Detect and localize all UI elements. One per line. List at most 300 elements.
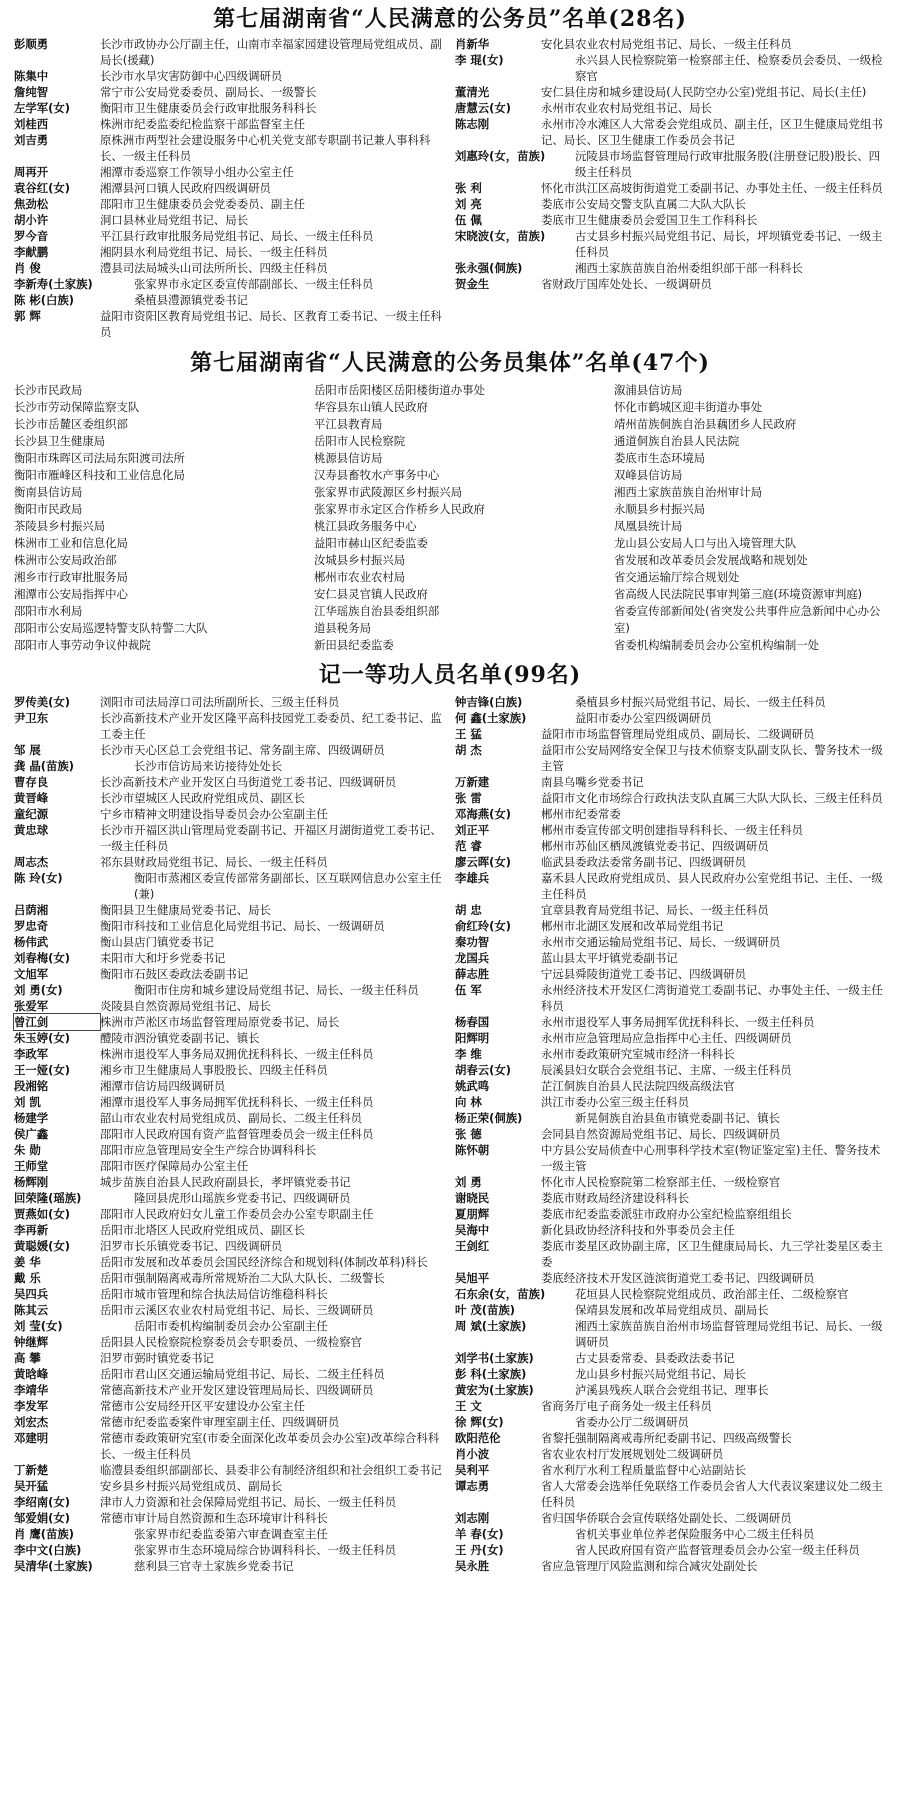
list-item <box>14 1238 445 1254</box>
person-name: 左学军(女) <box>14 101 70 115</box>
list-item <box>455 260 886 276</box>
person-name: 廖云晖(女) <box>455 855 511 869</box>
list-item <box>14 1110 445 1126</box>
person-name: 万新建 <box>455 775 490 789</box>
person-title: 会同县自然资源局党组书记、局长、四级调研员 <box>541 1127 781 1141</box>
person-name: 朱玉婷(女) <box>14 1031 70 1045</box>
list-item <box>14 100 445 116</box>
person-title: 省商务厅电子商务处一级主任科员 <box>541 1399 712 1413</box>
person-title: 耒阳市大和圩乡党委书记 <box>100 951 226 965</box>
list-item <box>14 1526 445 1542</box>
person-name: 陈集中 <box>14 69 49 83</box>
list-item <box>455 1238 886 1270</box>
person-title: 醴陵市泗汾镇党委副书记、镇长 <box>100 1031 260 1045</box>
unit-item: 长沙市民政局 <box>14 383 83 397</box>
person-title: 宁远县舜陵街道党工委书记、四级调研员 <box>541 967 747 981</box>
list-item <box>14 1126 445 1142</box>
person-title: 湘潭市退役军人事务局拥军优抚科科长、一级主任科员 <box>100 1095 374 1109</box>
person-title: 省人民政府国有资产监督管理委员会办公室一级主任科员 <box>575 1543 860 1557</box>
list-item <box>455 982 886 1014</box>
list-item <box>14 950 445 966</box>
list-item <box>14 244 445 260</box>
list-item <box>455 36 886 52</box>
person-title: 永州市委政策研究室城市经济一科科长 <box>541 1047 735 1061</box>
unit-item: 江华瑶族自治县委组织部 <box>314 604 440 618</box>
person-title: 邵阳市卫生健康委员会党委委员、副主任 <box>100 197 306 211</box>
person-name: 文旭军 <box>14 967 49 981</box>
unit-item: 省高级人民法院民事审判第三庭(环境资源审判庭) <box>614 587 863 601</box>
person-name: 杨建学 <box>14 1111 49 1125</box>
person-name: 曹存良 <box>14 775 49 789</box>
person-name: 伍 军 <box>455 983 482 997</box>
person-name: 吴利平 <box>455 1463 490 1477</box>
list-item <box>455 1222 886 1238</box>
unit-item: 邵阳市公安局巡逻特警支队特警二大队 <box>14 621 208 635</box>
person-name: 张 利 <box>455 181 482 195</box>
person-name: 吴永胜 <box>455 1559 490 1573</box>
section1-title: 第七届湖南省“人民满意的公务员”名单(28名) <box>213 6 687 32</box>
person-title: 古丈县乡村振兴局党组书记、局长，坪坝镇党委书记、一级主任科员 <box>575 229 883 259</box>
person-title: 张家界市纪委监委第六审查调查室主任 <box>134 1527 328 1541</box>
person-title: 永州市应急管理局应急指挥中心主任、四级调研员 <box>541 1031 792 1045</box>
list-item <box>14 1462 445 1478</box>
person-title: 永州市交通运输局党组书记、局长、一级调研员 <box>541 935 781 949</box>
list-item <box>455 822 886 838</box>
list-item <box>14 1190 445 1206</box>
person-name: 肖 俊 <box>14 261 41 275</box>
list-item <box>14 1174 445 1190</box>
person-name: 王 猛 <box>455 727 482 741</box>
person-name: 张 雷 <box>455 791 482 805</box>
person-title: 花垣县人民检察院党组成员、政治部主任、二级检察官 <box>575 1287 849 1301</box>
person-name: 李绍南(女) <box>14 1495 70 1509</box>
list-item <box>455 116 886 148</box>
list-item <box>14 1430 445 1462</box>
person-title: 洞口县林业局党组书记、局长 <box>100 213 249 227</box>
list-item <box>455 1046 886 1062</box>
unit-item: 新田县纪委监委 <box>314 638 394 652</box>
person-title: 临武县委政法委常务副书记、四级调研员 <box>541 855 747 869</box>
list-item <box>455 148 886 180</box>
person-name: 张 德 <box>455 1127 482 1141</box>
section1-right-column <box>455 36 886 340</box>
list-item <box>14 68 445 84</box>
person-name: 贾燕如(女) <box>14 1207 70 1221</box>
unit-item: 株洲市公安局政治部 <box>14 553 117 567</box>
person-name: 王 文 <box>455 1399 482 1413</box>
person-name: 钟吉锋(白族) <box>455 695 523 709</box>
list-item <box>14 1414 445 1430</box>
person-title: 原株洲市两型社会建设服务中心机关党支部专职副书记兼人事科科长、一级主任科员 <box>100 133 431 163</box>
person-title: 汨罗市长乐镇党委书记、四级调研员 <box>100 1239 283 1253</box>
section1-list <box>14 36 886 340</box>
person-name: 陈 彬(白族) <box>14 293 74 307</box>
unit-item: 汝城县乡村振兴局 <box>314 553 406 567</box>
unit-item: 通道侗族自治县人民法院 <box>614 434 740 448</box>
person-title: 蓝山县太平圩镇党委副书记 <box>541 951 678 965</box>
person-title: 益阳市委办公室四级调研员 <box>575 711 712 725</box>
person-title: 永州经济技术开发区仁湾街道党工委副书记、办事处主任、一级主任科员 <box>541 983 883 1013</box>
person-title: 邵阳市人民政府妇女儿童工作委员会办公室专职副主任 <box>100 1207 374 1221</box>
unit-item: 湘潭市公安局指挥中心 <box>14 587 128 601</box>
person-name: 欧阳范伦 <box>455 1431 501 1445</box>
person-title: 岳阳市城市管理和综合执法局信访维稳科科长 <box>100 1287 328 1301</box>
person-title: 衡阳市卫生健康委员会行政审批服务科科长 <box>100 101 317 115</box>
person-title: 新晃侗族自治县鱼市镇党委副书记、镇长 <box>575 1111 781 1125</box>
person-title: 衡山县店门镇党委书记 <box>100 935 214 949</box>
person-title: 安乡县乡村振兴局党组成员、副局长 <box>100 1479 283 1493</box>
person-title: 益阳市市场监督管理局党组成员、副局长、二级调研员 <box>541 727 815 741</box>
list-item <box>455 710 886 726</box>
unit-item: 华容县东山镇人民政府 <box>314 400 428 414</box>
person-name: 陈 玲(女) <box>14 871 63 885</box>
person-name: 刘志刚 <box>455 1511 490 1525</box>
list-item <box>14 998 445 1014</box>
person-name: 李新寿(土家族) <box>14 277 93 291</box>
person-title: 邵阳市医疗保障局办公室主任 <box>100 1159 249 1173</box>
person-title: 龙山县乡村振兴局党组书记、局长 <box>575 1367 746 1381</box>
unit-item: 衡阳市民政局 <box>14 502 83 516</box>
unit-item: 桃江县政务服务中心 <box>314 519 417 533</box>
person-name: 彭 科(土家族) <box>455 1367 527 1381</box>
person-name: 李献鹏 <box>14 245 49 259</box>
list-item <box>14 276 445 292</box>
person-name: 刘 凯 <box>14 1095 41 1109</box>
person-title: 常德市审计局自然资源和生态环境审计科科长 <box>100 1511 328 1525</box>
list-item <box>455 1350 886 1366</box>
person-name: 胡 忠 <box>455 903 482 917</box>
unit-item: 安仁县灵官镇人民政府 <box>314 587 428 601</box>
person-title: 省机关事业单位养老保险服务中心二级主任科员 <box>575 1527 815 1541</box>
person-title: 湘阴县水利局党组书记、局长、一级主任科员 <box>100 245 328 259</box>
person-title: 张家界市生态环境局综合协调科科长、一级主任科员 <box>134 1543 396 1557</box>
unit-item: 省委机构编制委员会办公室机构编制一处 <box>614 638 820 652</box>
list-item <box>14 1286 445 1302</box>
person-name: 杨辉刚 <box>14 1175 49 1189</box>
person-title: 宜章县教育局党组书记、局长、一级主任科员 <box>541 903 769 917</box>
person-name: 周再开 <box>14 165 49 179</box>
list-item <box>455 1302 886 1318</box>
person-name: 黄晋峰 <box>14 791 49 805</box>
person-name: 袁谷红(女) <box>14 181 70 195</box>
person-title: 益阳市文化市场综合行政执法支队直属三大队大队长、三级主任科员 <box>541 791 883 805</box>
person-name: 李中文(白族) <box>14 1543 82 1557</box>
person-name: 戴 乐 <box>14 1271 41 1285</box>
person-title: 常德市公安局经开区平安建设办公室主任 <box>100 1399 306 1413</box>
person-title: 永州市农业农村局党组书记、局长 <box>541 101 712 115</box>
person-title: 慈利县三官寺土家族乡党委书记 <box>134 1559 294 1573</box>
person-title: 株洲市纪委监委纪检监察干部监督室主任 <box>100 117 306 131</box>
person-name: 詹纯智 <box>14 85 49 99</box>
person-title: 永州市冷水滩区人大常委会党组成员、副主任，区卫生健康局党组书记、局长、区卫生健康工作委员会书记 <box>541 117 883 147</box>
list-item <box>455 1446 886 1462</box>
list-item <box>14 116 445 132</box>
unit-item: 茶陵县乡村振兴局 <box>14 519 106 533</box>
list-item <box>14 982 445 998</box>
person-title: 娄底市娄星区政协副主席，区卫生健康局局长、九三学社娄星区委主委 <box>541 1239 883 1269</box>
person-name: 吕荫湘 <box>14 903 49 917</box>
person-title: 张家界市永定区委宣传部副部长、一级主任科员 <box>134 277 374 291</box>
list-item <box>14 1206 445 1222</box>
person-title: 长沙高新技术产业开发区隆平高科技园党工委委员、纪工委书记、监工委主任 <box>100 711 442 741</box>
unit-item: 长沙市岳麓区委组织部 <box>14 417 128 431</box>
person-name: 王剑红 <box>455 1239 490 1253</box>
person-name: 吴清华(土家族) <box>14 1559 93 1573</box>
list-item <box>455 1286 886 1302</box>
person-title: 郴州市纪委常委 <box>541 807 621 821</box>
person-title: 省水利厅水利工程质量监督中心站副站长 <box>541 1463 747 1477</box>
list-item <box>14 918 445 934</box>
person-name: 邹 展 <box>14 743 41 757</box>
list-item <box>455 1366 886 1382</box>
person-title: 娄底市公安局交警支队直属二大队大队长 <box>541 197 747 211</box>
section1-left-column <box>14 36 445 340</box>
unit-item: 衡阳市雁峰区科技和工业信息化局 <box>14 468 185 482</box>
person-name: 焦劲松 <box>14 197 49 211</box>
person-name: 俞红玲(女) <box>455 919 511 933</box>
person-name: 唐慧云(女) <box>455 101 511 115</box>
person-name: 吴海中 <box>455 1223 490 1237</box>
person-name: 胡 杰 <box>455 743 482 757</box>
person-name: 王 丹(女) <box>455 1543 504 1557</box>
person-title: 永兴县人民检察院第一检察部主任、检察委员会委员、一级检察官 <box>575 53 883 83</box>
unit-item: 永顺县乡村振兴局 <box>614 502 706 516</box>
person-name: 侯广鑫 <box>14 1127 49 1141</box>
list-item <box>455 1510 886 1526</box>
list-item <box>455 694 886 710</box>
person-name: 陈其云 <box>14 1303 49 1317</box>
person-name: 吴四兵 <box>14 1287 49 1301</box>
list-item <box>14 1350 445 1366</box>
list-item <box>455 100 886 116</box>
list-item <box>14 1494 445 1510</box>
person-name: 李政军 <box>14 1047 49 1061</box>
list-item <box>14 1382 445 1398</box>
person-title: 郴州市苏仙区栖凤渡镇党委书记、四级调研员 <box>541 839 769 853</box>
list-item <box>455 1414 886 1430</box>
list-item <box>14 758 445 774</box>
person-name: 吴旭平 <box>455 1271 490 1285</box>
list-item <box>14 292 445 308</box>
person-title: 桑植县澧源镇党委书记 <box>134 293 248 307</box>
person-title: 省委办公厅二级调研员 <box>575 1415 689 1429</box>
list-item <box>14 966 445 982</box>
list-item <box>14 1542 445 1558</box>
person-title: 岳阳市君山区交通运输局党组书记、局长、二级主任科员 <box>100 1367 385 1381</box>
person-title: 株洲市退役军人事务局双拥优抚科科长、一级主任科员 <box>100 1047 374 1061</box>
person-name: 谭志勇 <box>455 1479 490 1493</box>
person-name: 杨伟武 <box>14 935 49 949</box>
person-title: 岳阳县人民检察院检察委员会专职委员、一级检察官 <box>100 1335 362 1349</box>
list-item <box>455 1190 886 1206</box>
list-item <box>14 1030 445 1046</box>
person-name: 何 鑫(土家族) <box>455 711 527 725</box>
list-item <box>14 1094 445 1110</box>
section3-list <box>14 694 886 1574</box>
unit-item: 长沙市劳动保障监察支队 <box>14 400 140 414</box>
person-name: 董清光 <box>455 85 490 99</box>
list-item <box>455 1478 886 1510</box>
list-item <box>14 854 445 870</box>
list-item <box>455 1462 886 1478</box>
person-name: 黄宏为(土家族) <box>455 1383 534 1397</box>
person-name: 肖 鹰(苗族) <box>14 1527 74 1541</box>
person-name: 杨春国 <box>455 1015 490 1029</box>
unit-item: 双峰县信访局 <box>614 468 683 482</box>
list-item <box>455 1014 886 1030</box>
person-title: 株洲市芦淞区市场监督管理局原党委书记、局长 <box>100 1015 340 1029</box>
person-title: 澧县司法局城头山司法所所长、四级主任科员 <box>100 261 328 275</box>
list-item <box>455 934 886 950</box>
list-item <box>14 308 445 340</box>
person-name: 尹卫东 <box>14 711 49 725</box>
unit-item: 张家界市永定区合作桥乡人民政府 <box>314 502 485 516</box>
person-title: 汨罗市弼时镇党委书记 <box>100 1351 214 1365</box>
unit-item: 桃源县信访局 <box>314 451 383 465</box>
person-title: 辰溪县妇女联合会党组书记、主席、一级主任科员 <box>541 1063 792 1077</box>
list-item <box>455 84 886 100</box>
person-name: 王师堂 <box>14 1159 49 1173</box>
list-item <box>14 774 445 790</box>
person-name: 吴开猛 <box>14 1479 49 1493</box>
unit-item: 邵阳市人事劳动争议仲裁院 <box>14 638 151 652</box>
person-name: 刘春梅(女) <box>14 951 70 965</box>
person-title: 衡阳县卫生健康局党委书记、局长 <box>100 903 271 917</box>
person-title: 长沙市水旱灾害防御中心四级调研员 <box>100 69 283 83</box>
person-name: 李再新 <box>14 1223 49 1237</box>
person-title: 湘潭市信访局四级调研员 <box>100 1079 226 1093</box>
list-item <box>14 822 445 854</box>
person-title: 省应急管理厅风险监测和综合减灾处副处长 <box>541 1559 758 1573</box>
list-item <box>14 1046 445 1062</box>
person-title: 岳阳市强制隔离戒毒所常规矫治二大队大队长、二级警长 <box>100 1271 385 1285</box>
person-title: 保靖县发展和改革局党组成员、副局长 <box>575 1303 769 1317</box>
list-item <box>14 196 445 212</box>
unit-item: 道县税务局 <box>314 621 371 635</box>
person-title: 省黎托强制隔离戒毒所纪委副书记、四级高级警长 <box>541 1431 792 1445</box>
list-item <box>14 1302 445 1318</box>
person-name: 肖新华 <box>455 37 490 51</box>
person-title: 衡阳市石鼓区委政法委副书记 <box>100 967 249 981</box>
list-item <box>455 196 886 212</box>
person-title: 岳阳市委机构编制委员会办公室副主任 <box>134 1319 328 1333</box>
person-name: 姚武鸣 <box>455 1079 490 1093</box>
person-name: 罗忠奇 <box>14 919 49 933</box>
person-name: 刘桂西 <box>14 117 49 131</box>
person-name: 李发军 <box>14 1399 49 1413</box>
section3-right-column <box>455 694 886 1574</box>
person-name: 薛志胜 <box>455 967 490 981</box>
person-name: 罗今音 <box>14 229 49 243</box>
unit-item: 湘乡市行政审批服务局 <box>14 570 128 584</box>
person-title: 宁乡市精神文明建设指导委员会办公室副主任 <box>100 807 328 821</box>
person-title: 湘西土家族苗族自治州市场监督管理局党组书记、局长、一级调研员 <box>575 1319 883 1349</box>
list-item <box>14 1062 445 1078</box>
unit-item: 省发展和改革委员会发展战略和规划处 <box>614 553 808 567</box>
person-name: 陈怀朝 <box>455 1143 490 1157</box>
list-item <box>455 212 886 228</box>
section3-left-column <box>14 694 445 1574</box>
section2-column-1 <box>14 382 314 654</box>
unit-item: 岳阳市岳阳楼区岳阳楼街道办事处 <box>314 383 485 397</box>
person-title: 湘西土家族苗族自治州委组织部干部一科科长 <box>575 261 803 275</box>
list-item <box>14 1142 445 1158</box>
person-title: 安化县农业农村局党组书记、局长、一级主任科员 <box>541 37 792 51</box>
person-name: 刘 莹(女) <box>14 1319 63 1333</box>
unit-item: 株洲市工业和信息化局 <box>14 536 128 550</box>
person-title: 省归国华侨联合会宣传联络处副处长、二级调研员 <box>541 1511 792 1525</box>
list-item <box>14 1478 445 1494</box>
person-title: 邵阳市应急管理局安全生产综合协调科科长 <box>100 1143 317 1157</box>
section2-title: 第七届湖南省“人民满意的公务员集体”名单(47个) <box>190 350 710 376</box>
person-title: 益阳市资阳区教育局党组书记、局长、区教育工委书记、一级主任科员 <box>100 309 442 339</box>
list-item <box>455 1094 886 1110</box>
person-title: 平江县行政审批服务局党组书记、局长、一级主任科员 <box>100 229 374 243</box>
list-item <box>455 1526 886 1542</box>
list-item <box>14 36 445 68</box>
person-title: 长沙市天心区总工会党组书记、常务副主席、四级调研员 <box>100 743 385 757</box>
person-name: 伍 佩 <box>455 213 482 227</box>
list-item <box>455 918 886 934</box>
person-name: 邓海燕(女) <box>455 807 511 821</box>
person-name: 杨正荣(侗族) <box>455 1111 523 1125</box>
unit-item: 龙山县公安局人口与出入境管理大队 <box>614 536 797 550</box>
unit-item: 郴州市农业农村局 <box>314 570 406 584</box>
list-item <box>455 1142 886 1174</box>
person-name: 石东余(女，苗族) <box>455 1287 546 1301</box>
person-title: 岳阳市北塔区人民政府党组成员、副区长 <box>100 1223 306 1237</box>
person-title: 长沙市望城区人民政府党组成员、副区长 <box>100 791 306 805</box>
person-name: 段湘铭 <box>14 1079 49 1093</box>
person-title: 益阳市公安局网络安全保卫与技术侦察支队副支队长、警务技术一级主管 <box>541 743 883 773</box>
person-title: 郴州市委宣传部文明创建指导科科长、一级主任科员 <box>541 823 803 837</box>
person-title: 怀化市洪江区高坡街街道党工委副书记、办事处主任、一级主任科员 <box>541 181 883 195</box>
list-item <box>455 1430 886 1446</box>
list-item <box>14 1366 445 1382</box>
list-item <box>14 710 445 742</box>
person-title: 娄底市卫生健康委员会爱国卫生工作科科长 <box>541 213 758 227</box>
person-title: 沅陵县市场监督管理局行政审批服务股(注册登记股)股长、四级主任科员 <box>575 149 881 179</box>
person-name: 钟继辉 <box>14 1335 49 1349</box>
person-name: 向 林 <box>455 1095 482 1109</box>
unit-item: 怀化市鹤城区迎丰街道办事处 <box>614 400 763 414</box>
list-item <box>14 694 445 710</box>
unit-item: 长沙县卫生健康局 <box>14 434 106 448</box>
list-item <box>14 1014 445 1030</box>
person-title: 常德市纪委监委案件审理室副主任、四级调研员 <box>100 1415 340 1429</box>
person-title: 怀化市人民检察院第二检察部主任、一级检察官 <box>541 1175 781 1189</box>
list-item <box>455 870 886 902</box>
person-name: 黄晗峰 <box>14 1367 49 1381</box>
unit-item: 衡南县信访局 <box>14 485 83 499</box>
list-item <box>455 1206 886 1222</box>
person-title: 邵阳市人民政府国有资产监督管理委员会一级主任科员 <box>100 1127 374 1141</box>
list-item <box>455 1174 886 1190</box>
list-item <box>455 1318 886 1350</box>
list-item <box>455 1062 886 1078</box>
unit-item: 娄底市生态环境局 <box>614 451 706 465</box>
person-title: 炎陵县自然资源局党组书记、局长 <box>100 999 271 1013</box>
person-name: 羊 春(女) <box>455 1527 504 1541</box>
list-item <box>455 950 886 966</box>
unit-item: 张家界市武陵源区乡村振兴局 <box>314 485 463 499</box>
unit-item: 邵阳市水利局 <box>14 604 83 618</box>
list-item <box>14 870 445 902</box>
list-item <box>455 726 886 742</box>
person-title: 临澧县委组织部副部长、县委非公有制经济组织和社会组织工委书记 <box>100 1463 442 1477</box>
person-name: 罗传美(女) <box>14 695 70 709</box>
list-item <box>455 1270 886 1286</box>
